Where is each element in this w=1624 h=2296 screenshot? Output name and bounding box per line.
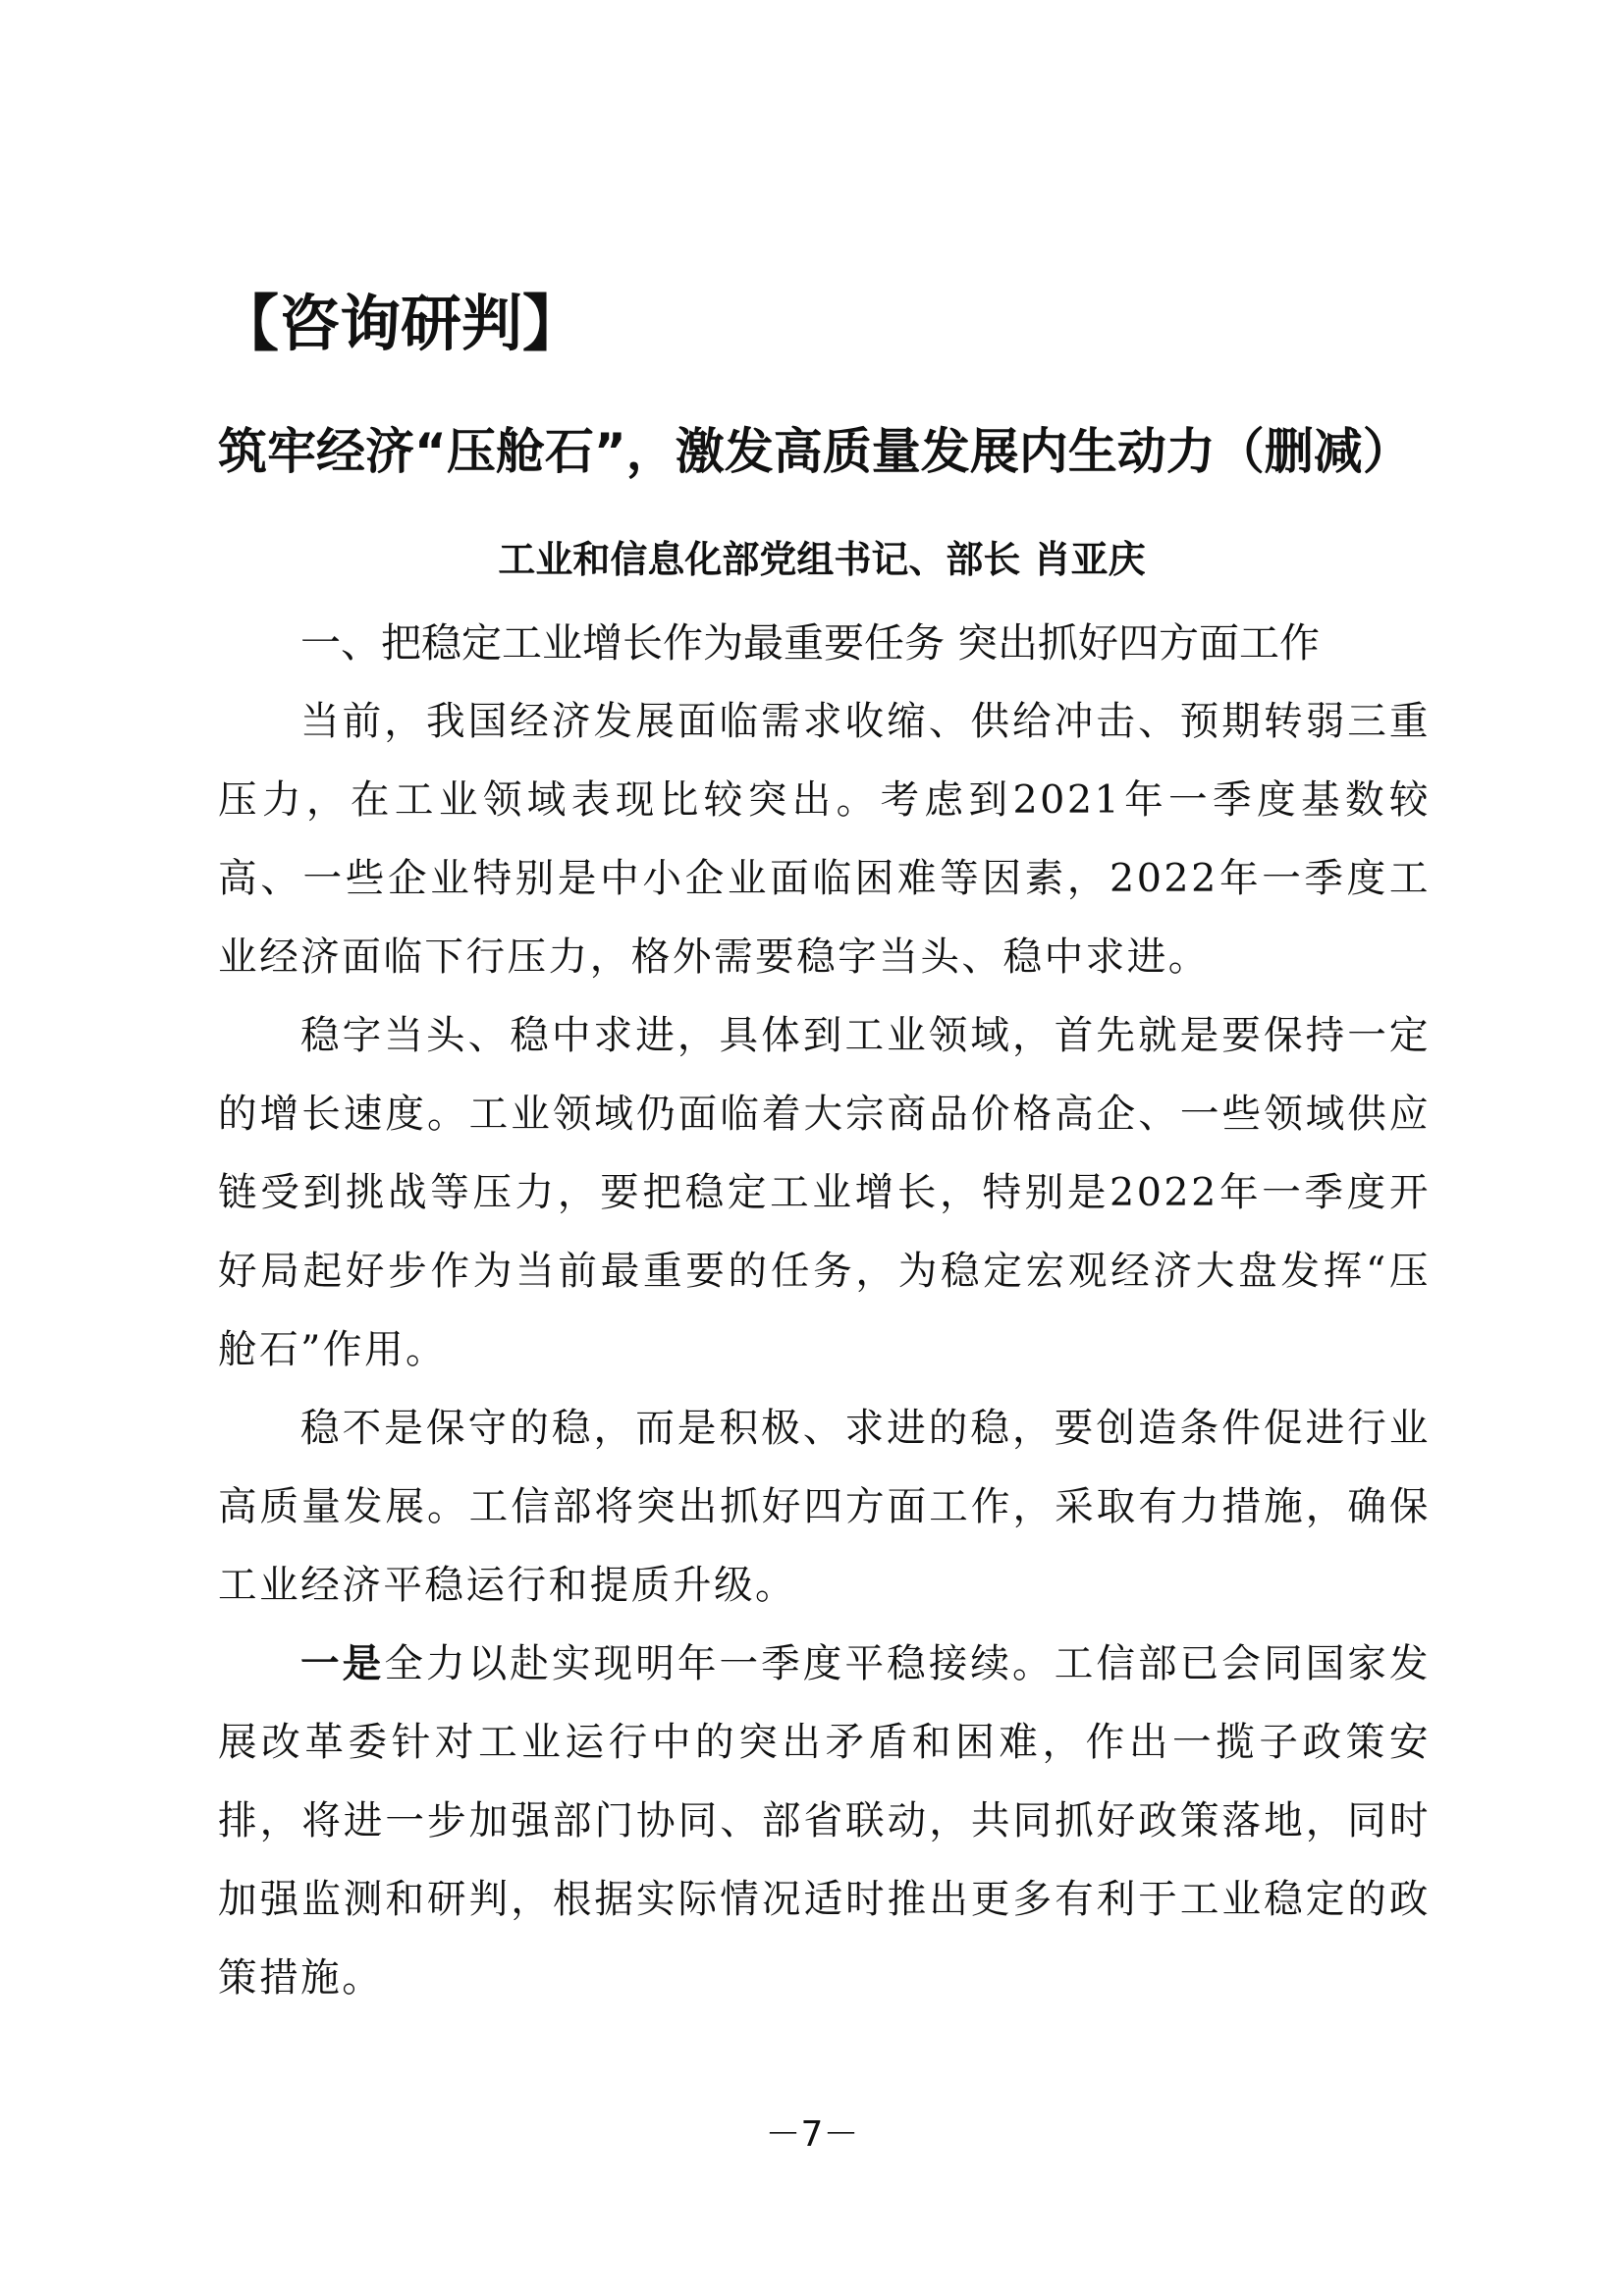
paragraph	[218, 682, 1431, 996]
paragraph-text: 稳不是保守的稳，而是积极、求进的稳，要创造条件促进行业高质量发展。工信部将突出抓好四方面工作，采取有力措施，确保工业经济平稳运行和提质升级。	[218, 1406, 1431, 1608]
paragraph	[218, 1625, 1431, 2017]
paragraph	[218, 996, 1431, 1389]
page-number: －7－	[765, 2114, 859, 2155]
article-body	[218, 682, 1431, 2017]
author-byline: 工业和信息化部党组书记、部长 肖亚庆	[498, 537, 1146, 581]
paragraph-text: 稳字当头、稳中求进，具体到工业领域，首先就是要保持一定的增长速度。工业领域仍面临着大宗商品价格高企、一些领域供应链受到挑战等压力，要把稳定工业增长，特别是2022年一季度开好局起好步作为当前最重要的任务，为稳定宏观经济大盘发挥“压舱石”作用。	[218, 1013, 1431, 1372]
paragraph-lead: 一是	[300, 1641, 385, 1686]
paragraph	[218, 1389, 1431, 1625]
section-tag: 【咨询研判】	[218, 288, 584, 359]
paragraph-text: 全力以赴实现明年一季度平稳接续。工信部已会同国家发展改革委针对工业运行中的突出矛盾和困难，作出一揽子政策安排，将进一步加强部门协同、部省联动，共同抓好政策落地，同时加强监测和研判，根据实际情况适时推出更多有利于工业稳定的政策措施。	[218, 1641, 1431, 2001]
section-heading: 一、把稳定工业增长作为最重要任务 突出抓好四方面工作	[300, 619, 1321, 667]
article-title: 筑牢经济“压舱石”，激发高质量发展内生动力（删减）	[218, 423, 1412, 480]
paragraph-text: 当前，我国经济发展面临需求收缩、供给冲击、预期转弱三重压力，在工业领域表现比较突出。考虑到2021年一季度基数较高、一些企业特别是中小企业面临困难等因素，2022年一季度工业经济面临下行压力，格外需要稳字当头、稳中求进。	[218, 699, 1431, 980]
